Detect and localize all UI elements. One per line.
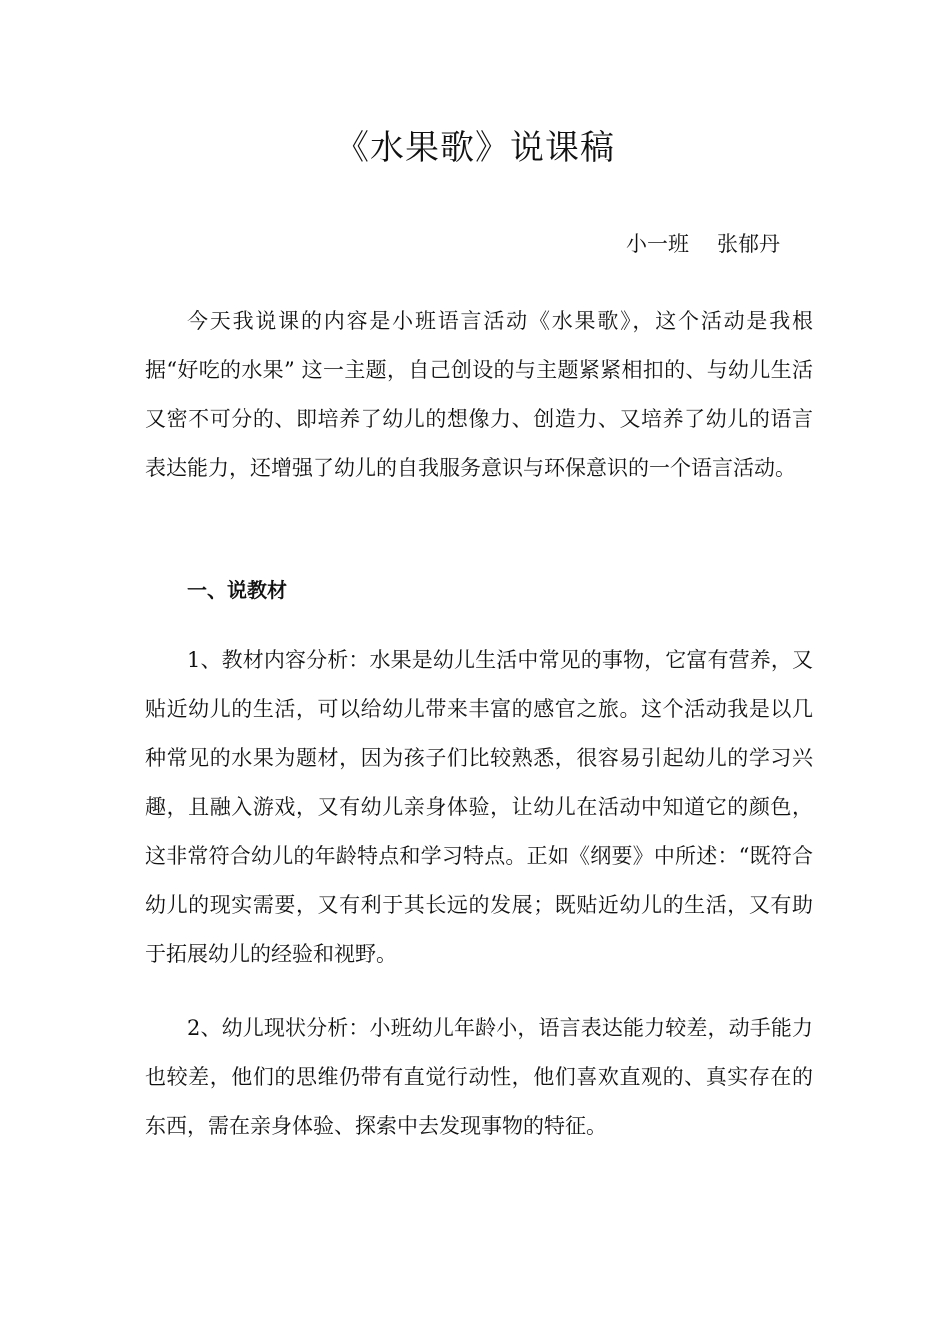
material-analysis-paragraph: 1、教材内容分析：水果是幼儿生活中常见的事物，它富有营养，又贴近幼儿的生活，可以给幼儿带来丰富的感官之旅。这个活动我是以几种常见的水果为题材，因为孩子们比较熟悉，很容易引起幼儿的学习兴趣，且融入游戏，又有幼儿亲身体验，让幼儿在活动中知道它的颜色，这非常符合幼儿的年龄特点和学习特点。正如《纲要》中所述：“既符合幼儿的现实需要，又有利于其长远的发展；既贴近幼儿的生活，又有助于拓展幼儿的经验和视野。	[145, 648, 813, 966]
child-status-paragraph: 2、幼儿现状分析：小班幼儿年龄小，语言表达能力较差，动手能力也较差，他们的思维仍带有直觉行动性，他们喜欢直观的、真实存在的东西，需在亲身体验、探索中去发现事物的特征。	[145, 1016, 813, 1138]
author-line	[626, 228, 780, 260]
section-heading: 一、说教材	[187, 578, 287, 602]
intro-paragraph: 今天我说课的内容是小班语言活动《水果歌》，这个活动是我根据“好吃的水果” 这一主题，自己创设的与主题紧紧相扣的、与幼儿生活又密不可分的、即培养了幼儿的想像力、创造力、又培养了幼儿的语言表达能力，还增强了幼儿的自我服务意识与环保意识的一个语言活动。	[145, 309, 813, 480]
author-name: 张郁丹	[717, 232, 780, 256]
document-title: 《水果歌》说课稿	[335, 128, 615, 168]
author-class: 小一班	[626, 232, 689, 256]
